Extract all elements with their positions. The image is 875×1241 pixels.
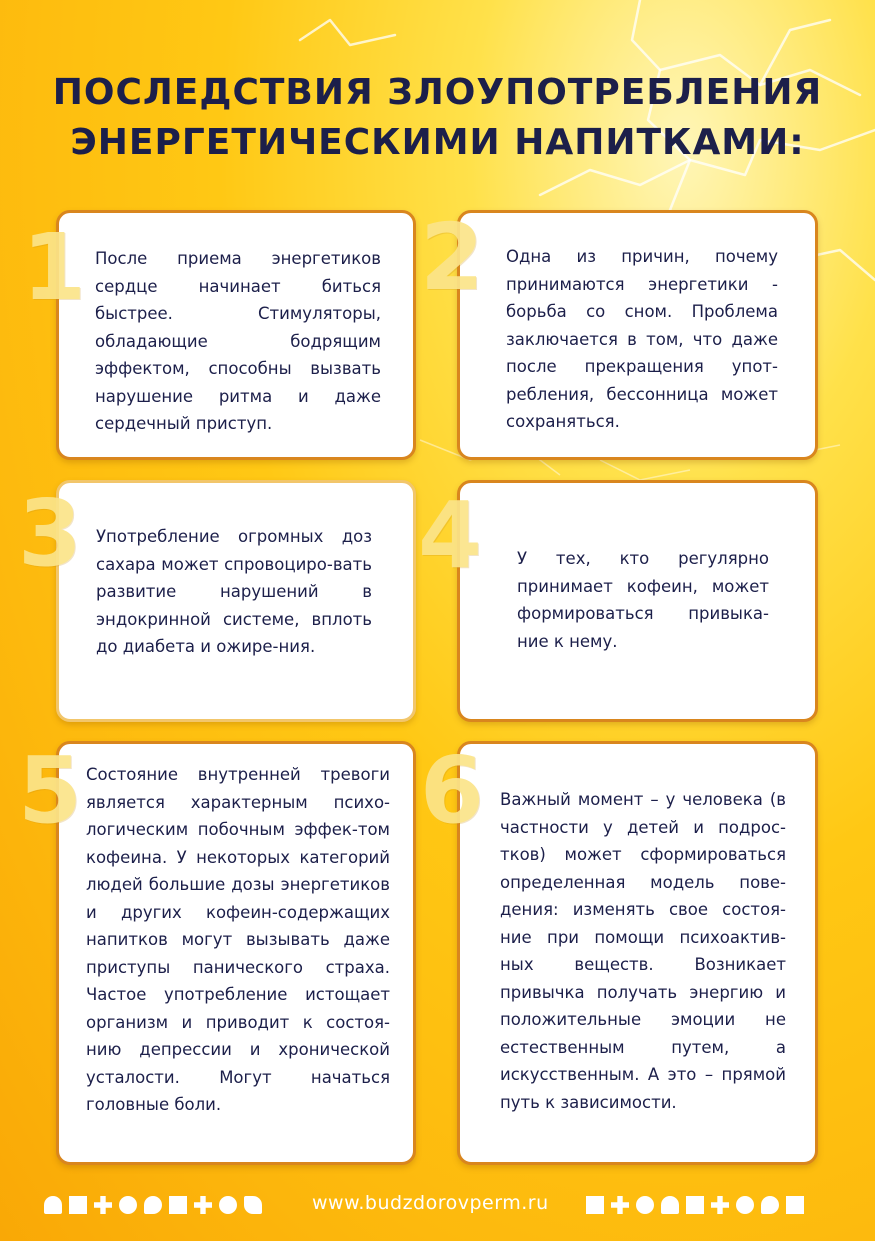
title-line-2: ЭНЕРГЕТИЧЕСКИМИ НАПИТКАМИ:	[70, 122, 805, 163]
page-title	[0, 68, 875, 168]
card-6-text: Важный момент – у человека (в частности у детей и подрос-тков) может сформироваться определенная модель пове-дения: изменять свое состоя-ние при помощи психоактив-ных веществ. Возникает привычка получать энергию и положительные эмоции не естественным путем, а искусственным. А это – прямой путь к зависимости.	[500, 790, 786, 1112]
square-icon	[69, 1196, 87, 1214]
card-5-number: 5	[18, 737, 83, 844]
drop-icon	[144, 1196, 162, 1214]
square-icon	[786, 1196, 804, 1214]
card-6-number: 6	[420, 737, 485, 844]
footer	[0, 1190, 875, 1222]
card-3	[56, 480, 416, 722]
cross-icon	[711, 1196, 729, 1214]
cross-icon	[94, 1196, 112, 1214]
decorative-shapes-left	[44, 1196, 262, 1216]
card-4-number: 4	[418, 482, 483, 589]
card-6	[457, 741, 818, 1165]
card-5	[56, 741, 416, 1165]
square-icon	[686, 1196, 704, 1214]
card-5-text: Состояние внутренней тревоги является характерным психо-логическим побочным эффек-том кофеина. У некоторых категорий людей большие дозы энергетиков и других кофеин-содержащих напитков могут вызывать даже приступы панического страха. Частое употребление истощает организм и приводит к состоя-нию депрессии и хронической усталости. Могут начаться головные боли.	[86, 765, 390, 1114]
card-4	[457, 480, 818, 722]
leaf-icon	[244, 1196, 262, 1214]
title-line-1: ПОСЛЕДСТВИЯ ЗЛОУПОТРЕБЛЕНИЯ	[52, 72, 823, 113]
card-2-text: Одна из причин, почему принимаются энергетики - борьба со сном. Проблема заключается в том, что даже после прекращения упот-ребления, бессонница может сохраняться.	[506, 247, 778, 431]
circle-icon	[119, 1196, 137, 1214]
circle-icon	[219, 1196, 237, 1214]
decorative-shapes-right	[586, 1196, 804, 1216]
cross-icon	[194, 1196, 212, 1214]
card-1-number: 1	[22, 214, 87, 321]
cross-icon	[611, 1196, 629, 1214]
half-circle-icon	[44, 1196, 62, 1214]
card-1-text: После приема энергетиков сердце начинает биться быстрее. Стимуляторы, обладающие бодрящим эффектом, способны вызвать нарушение ритма и даже сердечный приступ.	[95, 249, 381, 433]
circle-icon	[736, 1196, 754, 1214]
square-icon	[586, 1196, 604, 1214]
card-3-text: Употребление огромных доз сахара может спровоциро-вать развитие нарушений в эндокринной системе, вплоть до диабета и ожире-ния.	[96, 527, 372, 656]
circle-icon	[636, 1196, 654, 1214]
website-link[interactable]: www.budzdorovperm.ru	[312, 1192, 549, 1214]
drop-icon	[761, 1196, 779, 1214]
card-2-number: 2	[420, 204, 485, 311]
half-circle-icon	[661, 1196, 679, 1214]
card-4-text: У тех, кто регулярно принимает кофеин, может формироваться привыка-ние к нему.	[517, 549, 769, 651]
square-icon	[169, 1196, 187, 1214]
card-3-number: 3	[18, 480, 83, 587]
card-2	[457, 210, 818, 460]
card-1	[56, 210, 416, 460]
